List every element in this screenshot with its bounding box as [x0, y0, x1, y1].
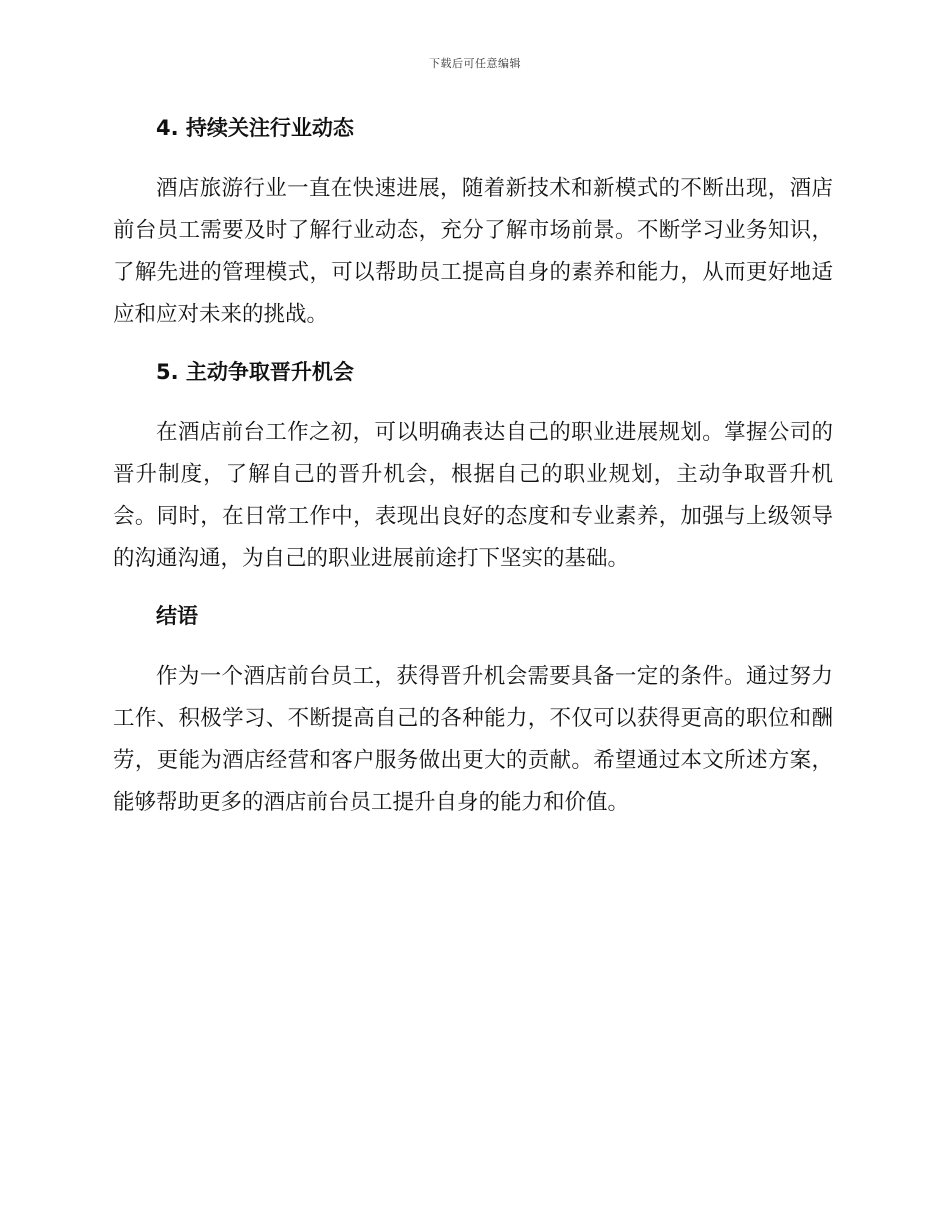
document-body — [113, 112, 833, 824]
page-header-note: 下载后可任意编辑 — [429, 57, 521, 70]
section-paragraph: 在酒店前台工作之初，可以明确表达自己的职业进展规划。掌握公司的晋升制度，了解自己的晋升机会，根据自己的职业规划，主动争取晋升机会。同时，在日常工作中，表现出良好的态度和专业素养，加强与上级领导的沟通沟通，为自己的职业进展前途打下坚实的基础。 — [113, 420, 833, 571]
section-heading: 5. 主动争取晋升机会 — [156, 360, 354, 384]
conclusion-heading: 结语 — [156, 604, 198, 628]
section-heading: 4. 持续关注行业动态 — [156, 116, 354, 140]
conclusion-paragraph: 作为一个酒店前台员工，获得晋升机会需要具备一定的条件。通过努力工作、积极学习、不断提高自己的各种能力，不仅可以获得更高的职位和酬劳，更能为酒店经营和客户服务做出更大的贡献。希望通过本文所述方案，能够帮助更多的酒店前台员工提升自身的能力和价值。 — [113, 664, 833, 815]
section-paragraph: 酒店旅游行业一直在快速进展，随着新技术和新模式的不断出现，酒店前台员工需要及时了解行业动态，充分了解市场前景。不断学习业务知识，了解先进的管理模式，可以帮助员工提高自身的素养和能力，从而更好地适应和应对未来的挑战。 — [113, 176, 833, 327]
